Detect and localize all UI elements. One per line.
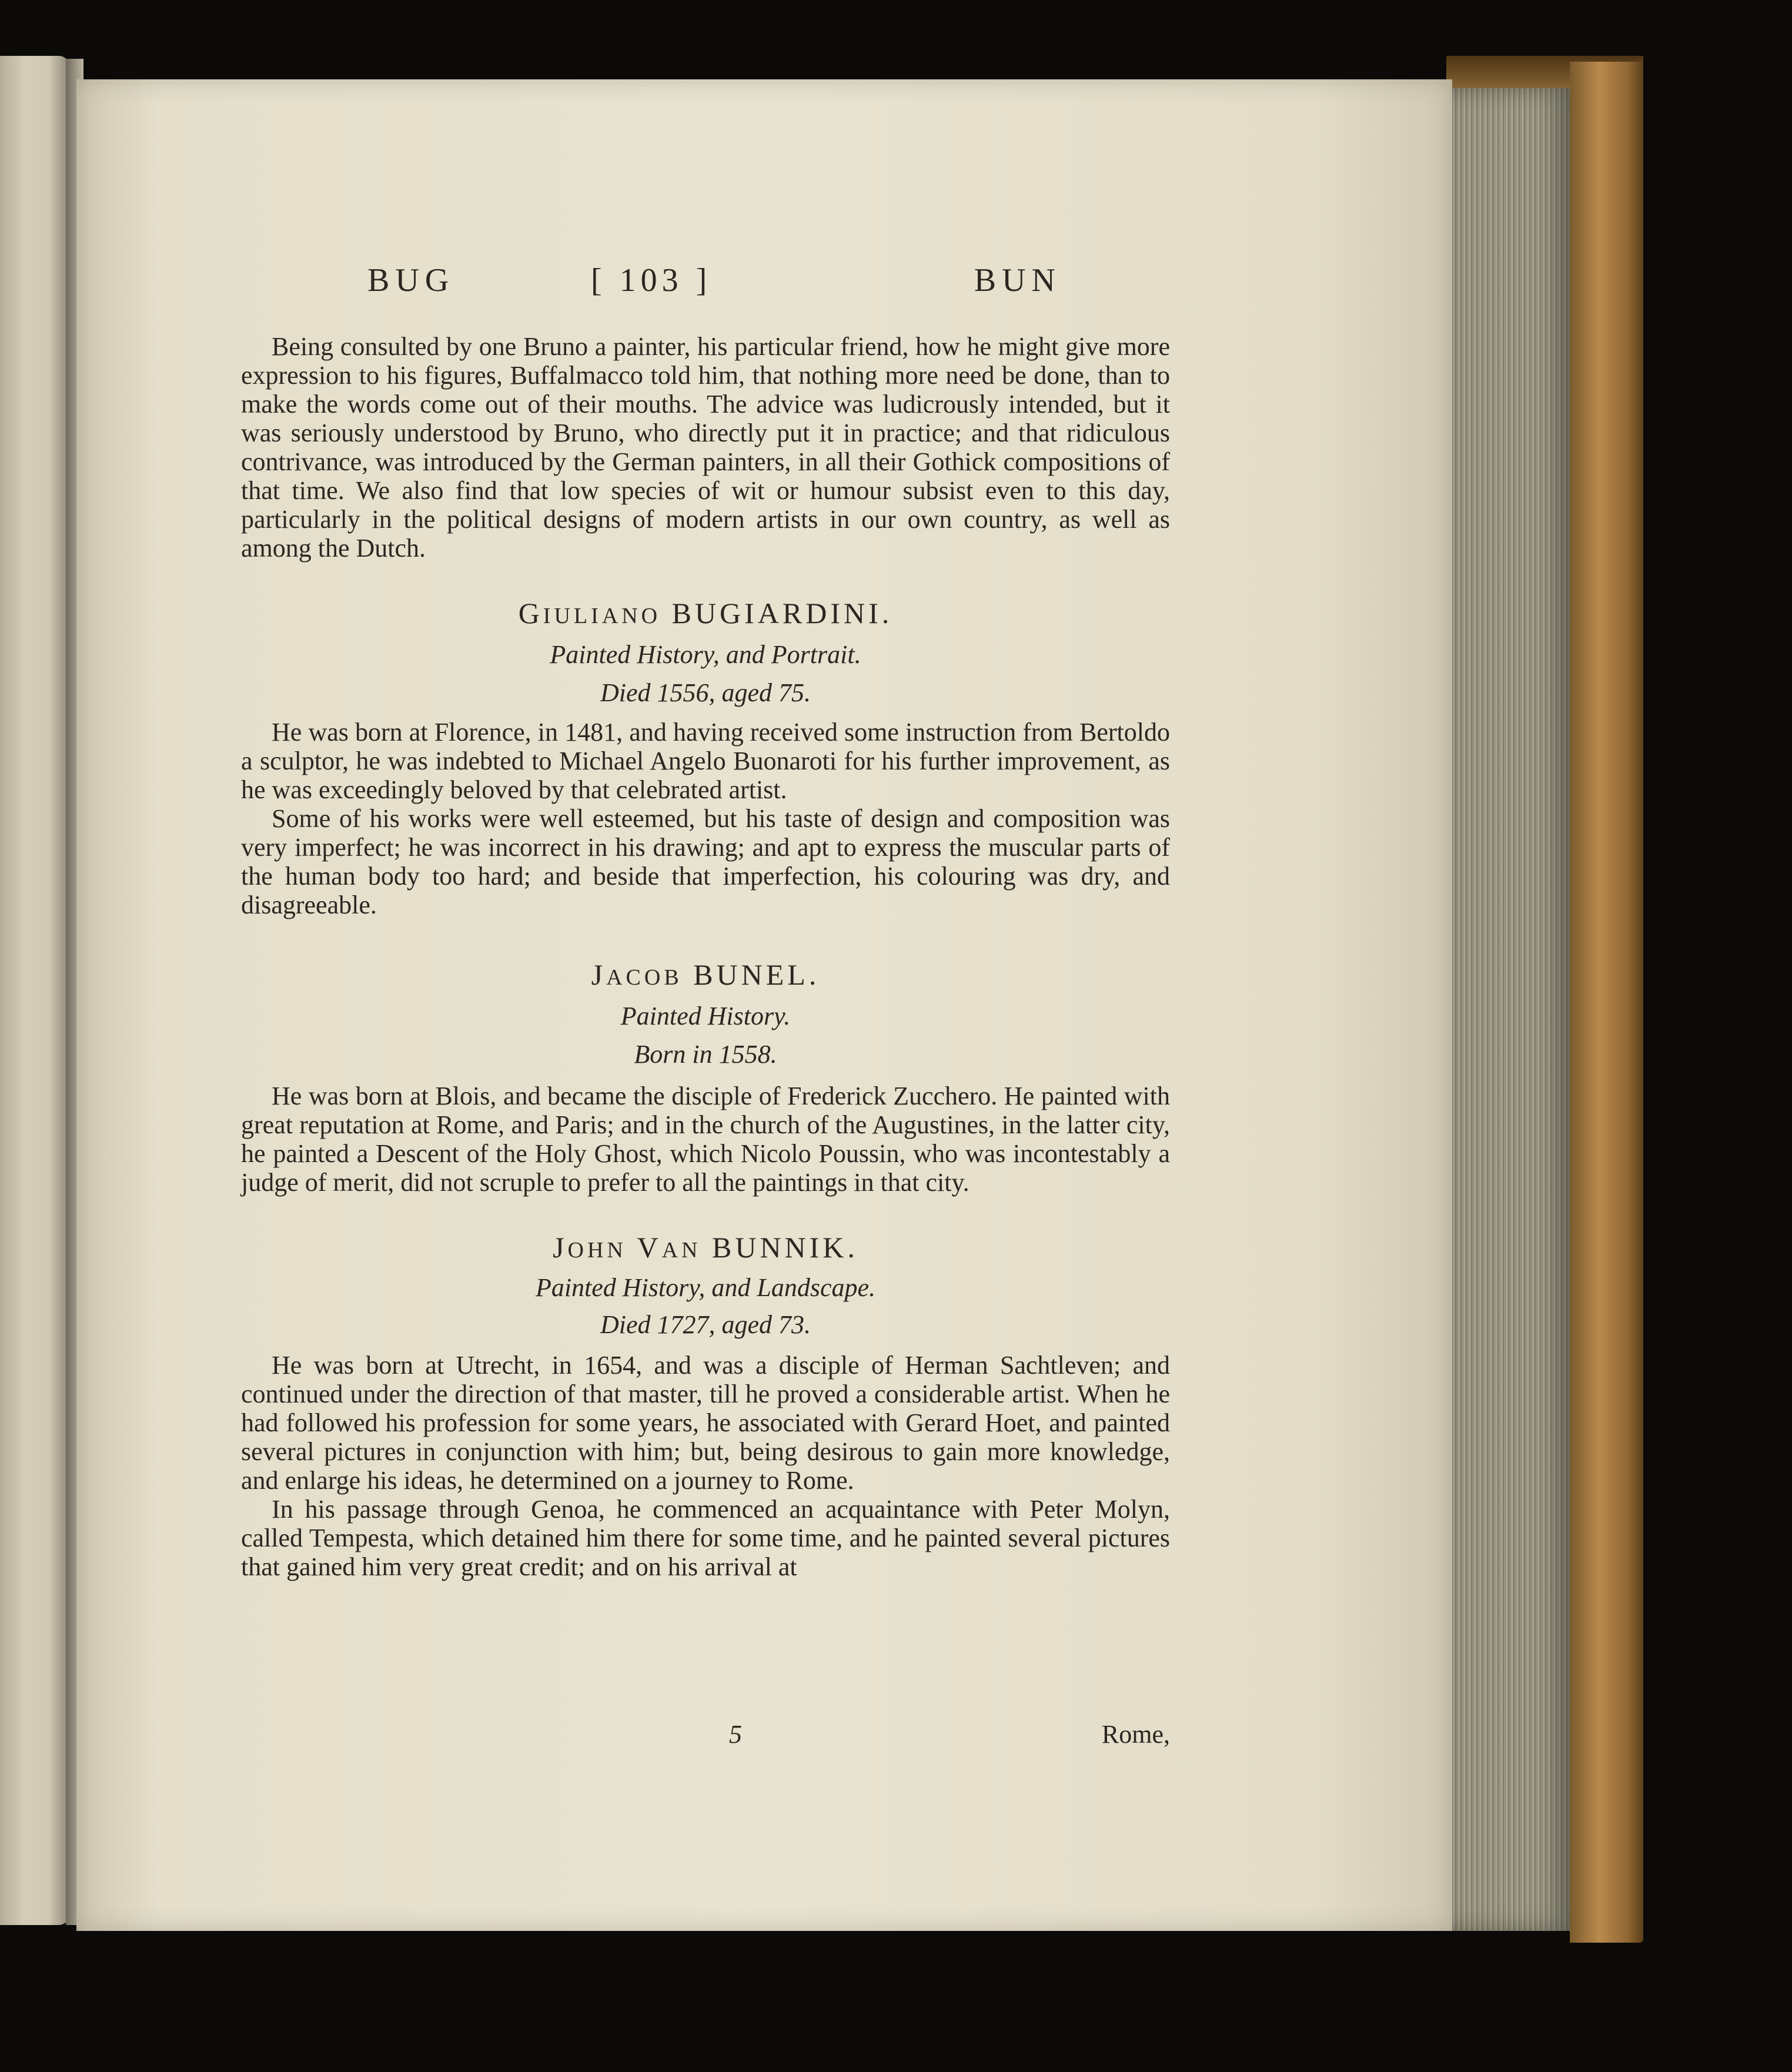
entry-name: GIULIANO BUGIARDINI. [518, 597, 893, 630]
entry-paragraph: In his passage through Genoa, he commenced an acquaintance with Peter Molyn, called Tempesta, which detained him there for some time, and he painted several pictures that gained him very great credit; and on his arrival at [241, 1495, 1170, 1581]
signature-mark: 5 [729, 1720, 742, 1749]
entry-bugiardini [241, 599, 1170, 919]
page-body [241, 332, 1170, 1581]
entry-name: JOHN VAN BUNNIK. [553, 1231, 858, 1264]
entry-paragraph: He was born at Utrecht, in 1654, and was a disciple of Herman Sachtleven; and continued under the direction of that master, till he proved a considerable artist. When he had followed his profession for some years, he associated with Gerard Hoet, and painted several pictures in conjunction with him; but, being desirous to gain more knowledge, and enlarge his ideas, he determined on a journey to Rome. [241, 1351, 1170, 1495]
entry-dates: Died 1727, aged 73. [600, 1310, 811, 1339]
book-cover-spine [1570, 62, 1643, 1943]
entry-specialty: Painted History. [620, 1002, 791, 1030]
running-header [367, 262, 1061, 309]
entry-dates: Died 1556, aged 75. [600, 678, 811, 707]
entry-specialty: Painted History, and Portrait. [550, 640, 861, 669]
page-block-edges [1452, 88, 1570, 1931]
entry-name: JACOB BUNEL. [591, 958, 820, 991]
header-left: BUG [367, 262, 455, 299]
header-right: BUN [974, 262, 1061, 299]
entry-bunel [241, 960, 1170, 1197]
entry-dates: Born in 1558. [634, 1040, 777, 1069]
entry-bunnik [241, 1233, 1170, 1581]
entry-paragraph: He was born at Blois, and became the disciple of Frederick Zucchero. He painted with great reputation at Rome, and Paris; and in the church of the Augustines, in the latter city, he painted a Descent of the Holy Ghost, which Nicolo Poussin, who was incontestably a judge of merit, did not scruple to prefer to all the paintings in that city. [241, 1082, 1170, 1197]
opening-paragraph: Being consulted by one Bruno a painter, his particular friend, how he might give more expression to his figures, Buffalmacco told him, that nothing more need be done, than to make the words come out of their mouths. The advice was ludicrously intended, but it was seriously understood by Bruno, who directly put it in practice; and that ridiculous contrivance, was introduced by the German painters, in all their Gothick compositions of that time. We also find that low species of wit or humour subsist even to this day, particularly in the political designs of modern artists in our own country, as well as among the Dutch. [241, 332, 1170, 563]
entry-specialty: Painted History, and Landscape. [535, 1273, 876, 1302]
facing-page-edge [0, 56, 69, 1925]
page-footer [241, 1719, 1170, 1755]
page-number: [ 103 ] [591, 262, 712, 299]
entry-paragraph: He was born at Florence, in 1481, and having received some instruction from Bertoldo a sculptor, he was indebted to Michael Angelo Buonaroti for his further improvement, as he was exceedingly beloved by that celebrated artist. [241, 718, 1170, 804]
catchword: Rome, [1101, 1720, 1170, 1749]
entry-paragraph: Some of his works were well esteemed, but his taste of design and composition was very imperfect; he was incorrect in his drawing; and apt to express the muscular parts of the human body too hard; and beside that imperfection, his colouring was dry, and disagreeable. [241, 804, 1170, 919]
